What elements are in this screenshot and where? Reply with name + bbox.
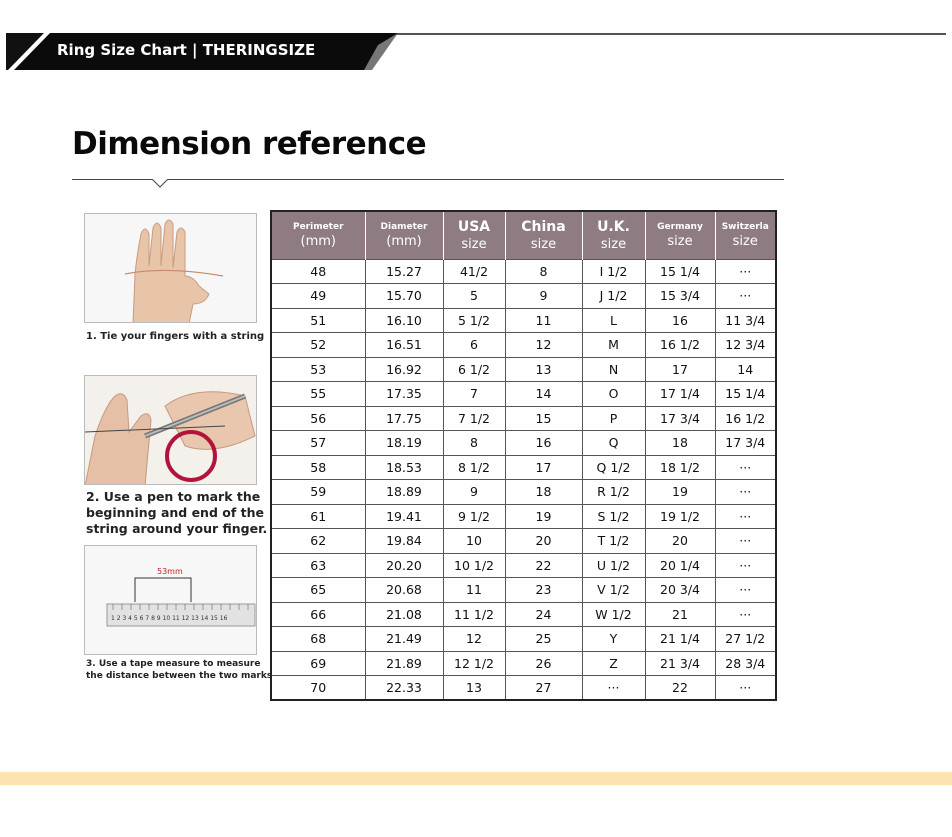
- title-divider: [72, 179, 784, 180]
- table-cell: ···: [715, 504, 776, 529]
- table-cell: 20.68: [365, 578, 443, 603]
- table-row: [271, 308, 776, 333]
- table-cell: 10: [443, 529, 505, 554]
- table-cell: 18.53: [365, 455, 443, 480]
- table-row: [271, 259, 776, 284]
- table-cell: W 1/2: [582, 602, 645, 627]
- table-cell: 56: [271, 406, 365, 431]
- table-cell: Y: [582, 627, 645, 652]
- step3-caption: 3. Use a tape measure to measure the distance between the two marks: [86, 659, 273, 681]
- table-cell: 15 1/4: [645, 259, 715, 284]
- table-cell: 6 1/2: [443, 357, 505, 382]
- header-banner: [6, 33, 398, 70]
- ruler-icon: [85, 546, 257, 655]
- table-cell: 21: [645, 602, 715, 627]
- table-cell: 21 3/4: [645, 651, 715, 676]
- table-row: [271, 578, 776, 603]
- table-row: [271, 602, 776, 627]
- ruler-numbers: 1 2 3 4 5 6 7 8 9 10 11 12 13 14 15 16: [111, 615, 228, 622]
- table-cell: 21 1/4: [645, 627, 715, 652]
- table-cell: ···: [715, 529, 776, 554]
- table-cell: 17.75: [365, 406, 443, 431]
- table-cell: 12 1/2: [443, 651, 505, 676]
- table-cell: L: [582, 308, 645, 333]
- table-cell: 27 1/2: [715, 627, 776, 652]
- table-row: [271, 480, 776, 505]
- step1-hand-image: [84, 213, 257, 323]
- table-cell: 57: [271, 431, 365, 456]
- table-cell: 69: [271, 651, 365, 676]
- table-cell: 41/2: [443, 259, 505, 284]
- banner-title: Ring Size Chart | THERINGSIZE: [57, 41, 316, 59]
- table-cell: 6: [443, 333, 505, 358]
- table-cell: 11: [443, 578, 505, 603]
- table-row: [271, 504, 776, 529]
- table-cell: M: [582, 333, 645, 358]
- table-cell: 12: [443, 627, 505, 652]
- banner-rule: [390, 33, 946, 35]
- table-cell: 13: [505, 357, 582, 382]
- table-row: [271, 357, 776, 382]
- header-germany: Germany size: [645, 211, 715, 259]
- table-cell: 17 3/4: [645, 406, 715, 431]
- table-cell: R 1/2: [582, 480, 645, 505]
- table-cell: O: [582, 382, 645, 407]
- table-cell: 26: [505, 651, 582, 676]
- table-cell: 17.35: [365, 382, 443, 407]
- table-cell: ···: [715, 480, 776, 505]
- header-perimeter: Perimeter (mm): [271, 211, 365, 259]
- table-row: [271, 333, 776, 358]
- page-title: Dimension reference: [72, 126, 427, 162]
- table-cell: 11 3/4: [715, 308, 776, 333]
- table-cell: 7 1/2: [443, 406, 505, 431]
- table-cell: 8: [443, 431, 505, 456]
- header-china: China size: [505, 211, 582, 259]
- table-cell: 20 1/4: [645, 553, 715, 578]
- table-cell: 59: [271, 480, 365, 505]
- table-cell: 49: [271, 284, 365, 309]
- step2-pen-image: [84, 375, 257, 485]
- table-cell: 9: [505, 284, 582, 309]
- table-cell: P: [582, 406, 645, 431]
- table-cell: 58: [271, 455, 365, 480]
- table-cell: 65: [271, 578, 365, 603]
- table-cell: 15 3/4: [645, 284, 715, 309]
- bottom-accent-band: [0, 772, 952, 785]
- divider-notch-icon: [152, 179, 168, 188]
- table-cell: 17: [645, 357, 715, 382]
- table-cell: N: [582, 357, 645, 382]
- table-cell: 14: [715, 357, 776, 382]
- table-cell: 53: [271, 357, 365, 382]
- table-cell: 20: [505, 529, 582, 554]
- table-cell: 14: [505, 382, 582, 407]
- table-cell: 9: [443, 480, 505, 505]
- table-cell: 20: [645, 529, 715, 554]
- table-row: [271, 676, 776, 701]
- table-cell: ···: [582, 676, 645, 701]
- table-cell: 15.27: [365, 259, 443, 284]
- table-cell: 19.84: [365, 529, 443, 554]
- table-cell: 18.19: [365, 431, 443, 456]
- table-cell: 68: [271, 627, 365, 652]
- table-cell: 18: [505, 480, 582, 505]
- table-cell: ···: [715, 676, 776, 701]
- table-cell: 16: [505, 431, 582, 456]
- table-cell: 12: [505, 333, 582, 358]
- table-row: [271, 651, 776, 676]
- header-switzerland: Switzerla size: [715, 211, 776, 259]
- table-cell: 55: [271, 382, 365, 407]
- table-cell: 11 1/2: [443, 602, 505, 627]
- table-body: [271, 259, 776, 700]
- step1-caption: 1. Tie your fingers with a string: [86, 331, 265, 342]
- table-header-row: [271, 211, 776, 259]
- table-cell: 25: [505, 627, 582, 652]
- table-cell: I 1/2: [582, 259, 645, 284]
- table-cell: 66: [271, 602, 365, 627]
- table-cell: 18.89: [365, 480, 443, 505]
- table-cell: 16: [645, 308, 715, 333]
- table-cell: 70: [271, 676, 365, 701]
- measure-label: 53mm: [157, 567, 183, 576]
- table-cell: 21.89: [365, 651, 443, 676]
- table-cell: Q: [582, 431, 645, 456]
- table-cell: Q 1/2: [582, 455, 645, 480]
- table-cell: 63: [271, 553, 365, 578]
- table-row: [271, 431, 776, 456]
- header-usa: USA size: [443, 211, 505, 259]
- table-cell: 48: [271, 259, 365, 284]
- table-cell: ···: [715, 553, 776, 578]
- table-cell: J 1/2: [582, 284, 645, 309]
- table-row: [271, 529, 776, 554]
- table-cell: ···: [715, 602, 776, 627]
- table-row: [271, 627, 776, 652]
- table-cell: 19.41: [365, 504, 443, 529]
- table-cell: 19 1/2: [645, 504, 715, 529]
- table-cell: 16 1/2: [715, 406, 776, 431]
- table-cell: 24: [505, 602, 582, 627]
- ring-size-table: [270, 210, 777, 701]
- table-cell: 19: [645, 480, 715, 505]
- table-cell: 16.10: [365, 308, 443, 333]
- step3-ruler-image: [84, 545, 257, 655]
- table-cell: 22: [505, 553, 582, 578]
- table-cell: 27: [505, 676, 582, 701]
- table-cell: V 1/2: [582, 578, 645, 603]
- table-cell: 22: [645, 676, 715, 701]
- step2-caption: 2. Use a pen to mark the beginning and end of the string around your finger.: [86, 489, 268, 536]
- table-row: [271, 284, 776, 309]
- table-cell: 10 1/2: [443, 553, 505, 578]
- table-cell: 16.51: [365, 333, 443, 358]
- table-cell: 15 1/4: [715, 382, 776, 407]
- table-cell: 23: [505, 578, 582, 603]
- table-cell: 20.20: [365, 553, 443, 578]
- table-cell: 18 1/2: [645, 455, 715, 480]
- table-cell: ···: [715, 455, 776, 480]
- table-cell: 9 1/2: [443, 504, 505, 529]
- table-cell: ···: [715, 578, 776, 603]
- table-cell: 15.70: [365, 284, 443, 309]
- table-cell: 20 3/4: [645, 578, 715, 603]
- table-cell: 17 1/4: [645, 382, 715, 407]
- table-cell: 21.49: [365, 627, 443, 652]
- table-cell: 61: [271, 504, 365, 529]
- table-cell: 19: [505, 504, 582, 529]
- table-cell: 22.33: [365, 676, 443, 701]
- table-cell: ···: [715, 284, 776, 309]
- table-cell: 18: [645, 431, 715, 456]
- pen-marking-icon: [85, 376, 257, 485]
- header-uk: U.K. size: [582, 211, 645, 259]
- table-row: [271, 553, 776, 578]
- table-cell: 16 1/2: [645, 333, 715, 358]
- hand-with-string-icon: [85, 214, 257, 323]
- table-cell: 11: [505, 308, 582, 333]
- table-cell: 5 1/2: [443, 308, 505, 333]
- table-cell: 16.92: [365, 357, 443, 382]
- table-row: [271, 406, 776, 431]
- table-cell: 15: [505, 406, 582, 431]
- table-cell: 17: [505, 455, 582, 480]
- header-diameter: Diameter (mm): [365, 211, 443, 259]
- table-cell: 13: [443, 676, 505, 701]
- table-cell: 52: [271, 333, 365, 358]
- table-row: [271, 455, 776, 480]
- table-cell: 17 3/4: [715, 431, 776, 456]
- table-cell: 62: [271, 529, 365, 554]
- table-cell: 8 1/2: [443, 455, 505, 480]
- table-cell: 28 3/4: [715, 651, 776, 676]
- table-row: [271, 382, 776, 407]
- table-cell: 7: [443, 382, 505, 407]
- table-cell: Z: [582, 651, 645, 676]
- table-cell: 5: [443, 284, 505, 309]
- table-cell: 21.08: [365, 602, 443, 627]
- table-cell: S 1/2: [582, 504, 645, 529]
- table-cell: 12 3/4: [715, 333, 776, 358]
- table-cell: T 1/2: [582, 529, 645, 554]
- table-cell: ···: [715, 259, 776, 284]
- table-cell: 51: [271, 308, 365, 333]
- table-cell: U 1/2: [582, 553, 645, 578]
- table-cell: 8: [505, 259, 582, 284]
